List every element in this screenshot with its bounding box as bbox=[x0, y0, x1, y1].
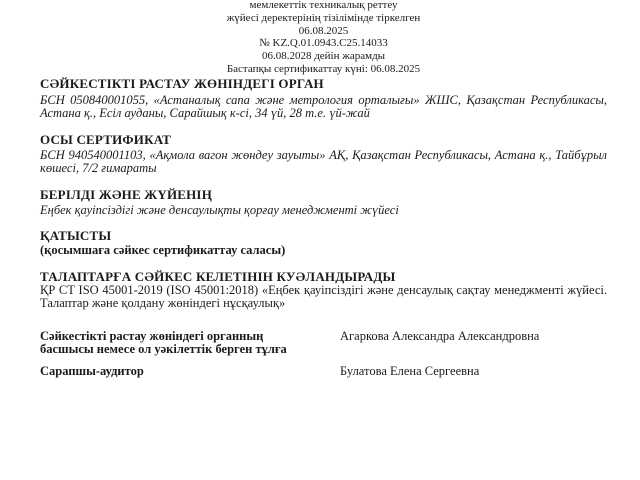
section-scope bbox=[40, 229, 607, 257]
initial-certification-date-line: Бастапқы сертификаттау күні: 06.08.2025 bbox=[226, 62, 421, 75]
section-heading-standard: ТАЛАПТАРҒА СӘЙКЕС КЕЛЕТІНІН КУӘЛАНДЫРАДЫ bbox=[40, 268, 396, 284]
section-heading-issued-system: БЕРІЛДІ ЖӘНЕ ЖҮЙЕНІҢ bbox=[40, 186, 213, 202]
signature-name-expert-auditor: Булатова Елена Сергеевна bbox=[340, 363, 480, 378]
section-issued-system bbox=[40, 188, 607, 217]
certificate-number: № KZ.Q.01.0943.C25.14033 bbox=[259, 37, 388, 50]
management-system-name: Еңбек қауіпсіздігі және денсаулықты қорғау менеджменті жүйесі bbox=[40, 202, 399, 217]
signature-label-expert-auditor: Сарапшы-аудитор bbox=[40, 363, 144, 378]
section-heading-certificate-holder: ОСЫ СЕРТИФИКАТ bbox=[40, 131, 172, 147]
certification-body-details: БСН 050840001055, «Астаналық сапа және метрология орталығы» ЖШС, Қазақстан Республикасы, Астана қ., Есіл ауданы, Сарайшық к-сі, 34 үй, 28 т.е. үй-жай bbox=[40, 92, 607, 120]
certificate-holder-details: БСН 940540001103, «Ақмола вагон жөндеу зауыты» АҚ, Қазақстан Республикасы, Астана қ., Тайбұрыл көшесі, 7/2 ғимараты bbox=[40, 147, 607, 175]
signature-name-head-of-body: Агаркова Александра Александровна bbox=[340, 328, 540, 343]
registration-date: 06.08.2025 bbox=[298, 24, 349, 37]
section-standard bbox=[40, 270, 607, 310]
signature-row-head-of-body bbox=[40, 330, 607, 356]
registration-line-1: мемлекеттік техникалық реттеу bbox=[249, 0, 398, 11]
signature-row-expert-auditor bbox=[40, 365, 607, 378]
registration-block bbox=[40, 0, 607, 76]
signature-label-head-of-body: Сәйкестікті растау жөніндегі органның басшысы немесе ол уәкілеттік берген тұлға bbox=[40, 328, 287, 356]
scope-subheading: (қосымшаға сәйкес сертификаттау саласы) bbox=[40, 242, 286, 257]
section-heading-certification-body: СӘЙКЕСТІКТІ РАСТАУ ЖӨНІНДЕГІ ОРГАН bbox=[40, 75, 324, 91]
validity-line: 06.08.2028 дейін жарамды bbox=[261, 50, 386, 63]
registration-line-2: жүйесі деректерінің тізілімінде тіркелген bbox=[226, 11, 421, 24]
section-certificate-holder bbox=[40, 133, 607, 175]
section-heading-scope: ҚАТЫСТЫ bbox=[40, 227, 112, 243]
section-certification-body bbox=[40, 77, 607, 120]
standard-reference: ҚР СТ ISO 45001-2019 (ISO 45001:2018) «Еңбек қауіпсіздігі және денсаулық сақтау менеджменті жүйесі. Талаптар және қолдану жөніндегі нұсқаулық» bbox=[40, 282, 607, 310]
